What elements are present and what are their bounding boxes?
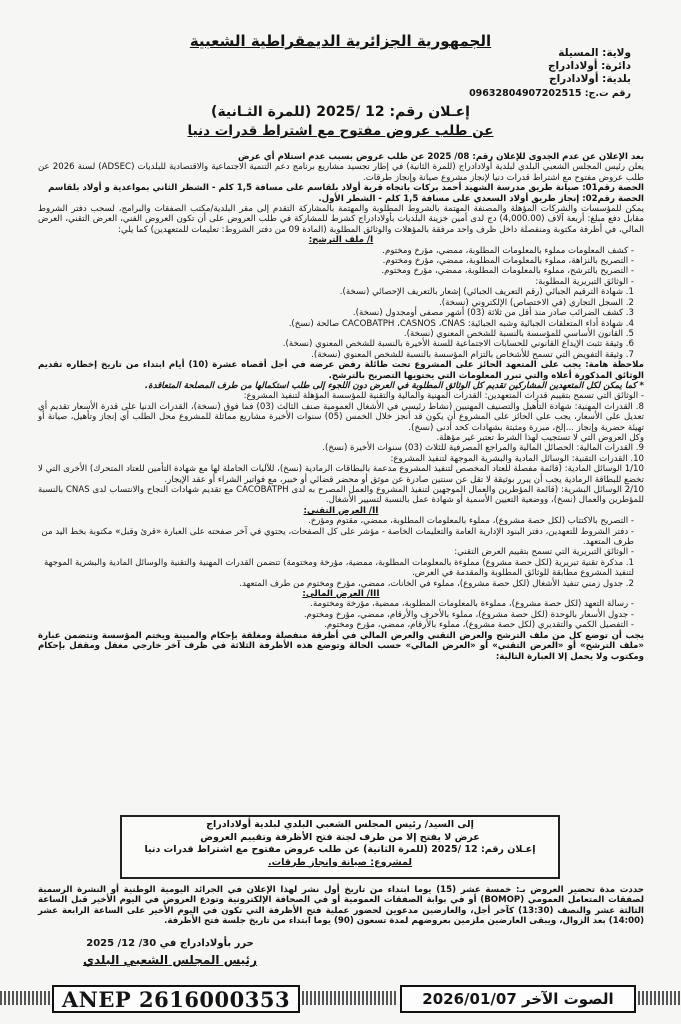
- footer-divider: [0, 991, 50, 1005]
- header-ref: رقم ت.ج: 09632804907202515: [469, 88, 631, 99]
- footer-divider: [638, 991, 681, 1005]
- list-item: - رسالة التعهد (لكل حصة مشروع)، مملوءة بالمعلومات المطلوبة، ممضية، مؤرخة ومختومة.: [310, 599, 634, 610]
- list-item: - الوثائق التبريرية المطلوبة:: [535, 276, 634, 287]
- technical-list: [38, 516, 644, 558]
- financial-list: [38, 599, 644, 630]
- list-item: 2. جدول زمني تنفيذ الأشغال (لكل حصة مشروع)، مملوء في الخانات، ممضي، مؤرخ ومختوم من طرف المتعهد.: [239, 578, 634, 589]
- important-note: ملاحظة هامة: يجب على المتعهد الحائز على المشروع تحت طائلة رفض عرضه في أجل أقصاه عشرة (10) أيام ابتداء من تاريخ إخطاره تقديم الوثائق المذكورة أعلاه والتي تبرر المعلومات التي يحتويها التصريح بالترشح.: [38, 360, 644, 381]
- list-item: 3. كشف الضرائب صادر منذ أقل من ثلاثة (03) أشهر مصفى أومجدول (نسخة).: [352, 308, 634, 319]
- list-item: 5. القانون الأساسي للمؤسسة بالنسبة للشخص المعنوي (نسخة).: [403, 328, 634, 339]
- tech-means-2: 2/10 الوسائل البشرية: (قائمة المؤطرين والعمال الموجهين لتنفيذ المشروع والعمل المصرح به لدى CACOBATPH مع تقديم شهادات النجاح والانتساب لدى CNAS بالنسبة للمؤطرين والعمال (نسخ)، ووضعية التعيين الأسمية أو شهادة عمل بالنسبة لتسيير الأشغال.: [38, 485, 644, 506]
- item-9: 9. القدرات المالية: الحصائل المالية والمراجع المصرفية للثلاث (03) سنوات الأخيرة (نسخ).: [322, 443, 644, 454]
- list-item: - دفتر الشروط للتعهدين، دفتر البنود الإدارية العامة والتعليمات الخاصة - مؤشر على كل الصفحات، يحتوي في آخر صفحته على العبارة «قرئ وقبل» مكتوبة بخط اليد من طرف المتعهد.: [41, 526, 634, 548]
- anep-reference-box: [52, 985, 300, 1013]
- header-baladia: بلدية: أولادادراج: [549, 73, 631, 85]
- list-item: 6. وثيقة تثبت الإيداع القانوني للحسابات الاجتماعية للسنة الأخيرة بالنسبة للشخص المعنوي (نسخة).: [282, 339, 634, 350]
- list-item: - جدول الأسعار بالوحدة (لكل حصة مشروع)، مملوء بالأحرف والأرقام، ممضي، مؤرخ ومختوم.: [303, 609, 634, 620]
- list-item: 4. شهادة أداء المتعلقات الجبائية وشبه الجبائية: CACOBATPH ،CASNOS ،CNAS صالحة (نسخ).: [288, 318, 634, 329]
- address-line-4: لمشروع: صيانة وإنجاز طرقات.: [268, 856, 412, 868]
- intro-line: بعد الإعلان عن عدم الجدوى للإعلان رقم: 08/ 2025 عن طلب عروض بسبب عدم استلام أي عرض: [237, 152, 644, 162]
- lot-1: الحصة رقم01: صيانة طريق مدرسة الشهيد أحمد بركات باتجاه قرية أولاد بلقاسم على مسافة 1,5 كلم - الشطر الثاني بمواعدية و أولاد بلقاسم: [48, 183, 644, 194]
- footer-divider: [302, 991, 398, 1005]
- header-daira: دائرة: أولادادراج: [547, 60, 631, 72]
- ad-body: [38, 152, 644, 662]
- list-item: 7. وثيقة التفويض التي تسمح للأشخاص بالتزام المؤسسة بالنسبة للشخص المعنوي (نسخة).: [311, 349, 634, 360]
- section-financial: III/ العرض المالي:: [302, 589, 380, 600]
- address-line-1: إلى السيد/ رئيس المجلس الشعبي البلدي لبلدية أولادادراج: [206, 819, 474, 830]
- closing-paragraph: حددت مدة تحضير العروض بـ: خمسة عشر (15) يوما ابتداء من تاريخ أول نشر لهذا الإعلان في الجرائد اليومية الوطنية أو النشرة الرسمية لصفقات المتعامل العمومي (BOMOP) أو في بوابة الصفقات العمومية أو في الصحافة الإلكترونية وتودع العروض في اليوم الأخير قبل الساعة الثالثة عشر والنصف (13:30) كآخر أجل، والعارضين مدعوين لحضور عملية فتح الأظرفة التي تكون في اليوم الأخير على الساعة الرابعة عشر (14:00) بعد الزوال، ويبقى العارضين ملزمين بعروضهم لمدة تسعون (90) يوما ابتداء من تاريخ جلسة فتح الأظرفة.: [38, 885, 644, 927]
- section-candidature: I/ ملف الترشح:: [308, 235, 374, 246]
- signature-place-date: حرر بأولادادراج في 30/ 12/ 2025: [86, 938, 254, 949]
- note-2: * كما يمكن لكل المتعهدين المشاركين تقديم كل الوثائق المطلوبة في العرض دون اللجوء إلى طلب استكمالها من طرف المصلحة المتعاقدة.: [144, 380, 644, 391]
- list-item: - التصريح بالنزاهة، مملوء بالمعلومات المطلوبة، ممضي، مؤرخ ومختوم.: [382, 256, 634, 267]
- paragraph-4: يجب أن توضع كل من ملف الترشح والعرض التقني والعرض المالي في أظرفة منفصلة ومغلقة بإحكام والمبينة ويختم المؤسسة وتتضمن عبارة «ملف الترشح» أو «العرض التقني» أو «العرض المالي» حسب الحالة وتوضع هذه الأظرفة الثلاثة في ظرف آخر خارجي مغفل ومقفل بإحكام ومكتوب ولا يحمل إلا العبارة التالية:: [38, 630, 644, 662]
- list-item: 1. شهادة الترقيم الجبائي (رقم التعريف الجبائي) إشعار بالتعريف الإحصائي (نسخة).: [339, 287, 634, 298]
- address-line-2: عرض لا يفتح إلا من طرف لجنة فتح الأظرفة وتقييم العروض: [200, 831, 480, 843]
- item-8: 8. القدرات المهنية: شهادة التأهيل والتصنيف المهنيين (نشاط رئيسي في الأشغال العمومية صنف الثالث (03) فما فوق (نسخة)، القدرات الدنيا على قدرة الأسعار تقديم أي تعديل على الأسعار، يجب على الحائز على المشروع أن يكون قد أنجز خلال الخمس (05) سنوات الأخيرة مشاريع مماثلة للمشروع محل الطلب أي إنجاز وتأهيل، صيانة أو تهيئة حضرية وإنجاز ...إلخ، مبررة ومثبتة بشهادات كحد أدنى (نسخ).: [38, 401, 644, 433]
- list-item: 1. مذكرة تقنية تبريرية (لكل حصة مشروع) مملوءة بالمعلومات المطلوبة، ممضية، مؤرخة ومختومة) تتضمن القدرات المهنية والتقنية والوسائل المادية والبشرية الموجهة لتنفيذ المشروع مطابقة للوثائق المطلوبة والمقدمة في العرض.: [44, 557, 634, 579]
- anep-reference: ANEP 2616000353: [61, 987, 291, 1012]
- address-line-3: إعـلان رقم: 12 /2025 (للمرة الثانية) عن طلب عروض مفتوح مع اشتراط قدرات دنيا: [144, 844, 536, 855]
- section-technical: II/ العرض التقني:: [303, 505, 379, 516]
- paragraph-2: يمكن للمؤسسات والشركات المؤهلة والمصنفة المهتمة بالشروط المطلوبة والمهتمة بالمشاركة التقدم إلى مقر البلدية/مكتب الصفقات والبرامج، لسحب دفتر الشروط مقابل دفع مبلغ: أربعة آلاف (4,000.00) دج لدى أمين خزينة البلديات بأولادادراج كشرط للمشاركة في طلب العروض على أن تكون العروض الفني، العرض التقني، العرض المالي، في أظرفة مكتوبة ومنفصلة داخل ظرف واحد مرفقة بالمؤهلات والوثائق المطلوبة (المادة 09 من دفتر الشروط: تعليمات للمتعهدين) كما يلي:: [38, 204, 644, 235]
- list-item: - التفصيل الكمي والتقديري (لكل حصة مشروع)، مملوء بالأرقام، ممضي، مؤرخ ومختوم.: [324, 620, 634, 631]
- list-item: - التصريح بالترشح، مملوء بالمعلومات المطلوبة، ممضي، مؤرخ ومختوم.: [381, 266, 634, 277]
- envelope-address-box: [120, 815, 560, 879]
- technical-docs-list: [38, 558, 644, 589]
- candidature-list: [38, 246, 644, 288]
- list-item: 2. السجل التجاري (في الاختصاص) الإلكتروني (نسخة).: [439, 297, 634, 308]
- documents-list: [38, 287, 644, 360]
- ad-subtitle: عن طلب عروض مفتوح مع اشتراط قدرات دنيا: [187, 123, 494, 139]
- signature-title: رئيس المجلس الشعبي البلدي: [83, 953, 257, 967]
- republic-title: الجمهورية الجزائرية الديمقراطية الشعبية: [189, 32, 492, 50]
- newspaper-name-date: الصوت الآخر 2026/01/07: [422, 990, 614, 1008]
- tech-means-1: 1/10 الوسائل المادية: (قائمة مفصلة للعتاد المخصص لتنفيذ المشروع مدعمة بالبطاقات الرمادية (نسخ)، للآليات الحاملة لها مع شهادة التأمين للعتاد المتحرك) الأخرى التي لا تخضع للبطاقة الرمادية يجب أن يبرر بوثيقة لا تقل عن سنتين صادرة عن موثق أو محضر قضائي أو خبير، مع فواتير الشراء أو عقد الإيجار.: [38, 464, 644, 485]
- paragraph-1: يعلن رئيس المجلس الشعبي البلدي لبلدية أولادادراج (للمرة الثانية) في إطار تجسيد مشاريع برنامج دعم التنمية الاجتماعية والاقتصادية للبلديات (ADSEC) لسنة 2026 عن طلب عروض مفتوح مع اشتراط قدرات دنيا لإنجاز مشروع صيانة وإنجاز طرقات.: [38, 162, 644, 183]
- item-8b: وكل العروض التي لا تستجيب لهذا الشرط تعتبر غير مؤهلة.: [436, 432, 644, 443]
- list-item: - الوثائق التبريرية التي تسمح بتقييم العرض التقني:: [454, 547, 634, 558]
- header-wilaya: ولاية: المسيلة: [558, 47, 631, 59]
- ad-title: إعـلان رقم: 12 /2025 (للمرة الثـانية): [211, 104, 470, 120]
- lot-2: الحصة رقم02: إنجاز طريق أولاد السعدي على مسافة 1,5 كلم - الشطر الأول.: [318, 193, 644, 204]
- item-10: 10. القدرات التقنية: الوسائل المادية والبشرية الموجهة لتنفيذ المشروع:: [390, 453, 644, 464]
- list-item: - كشف المعلومات مملوء بالمعلومات المطلوبة، ممضي، مؤرخ ومختوم.: [382, 245, 634, 256]
- newspaper-box: [400, 985, 636, 1013]
- list-item: - التصريح بالاكتتاب (لكل حصة مشروع)، مملوء بالمعلومات المطلوبة، ممضي، مقتوم ومؤرخ.: [308, 516, 634, 527]
- paragraph-3: - الوثائق التي تسمح بتقييم قدرات المتعهدين: القدرات المهنية والمالية والتقنية للمؤسسة المؤهلة لتنفيذ المشروع:: [243, 391, 644, 402]
